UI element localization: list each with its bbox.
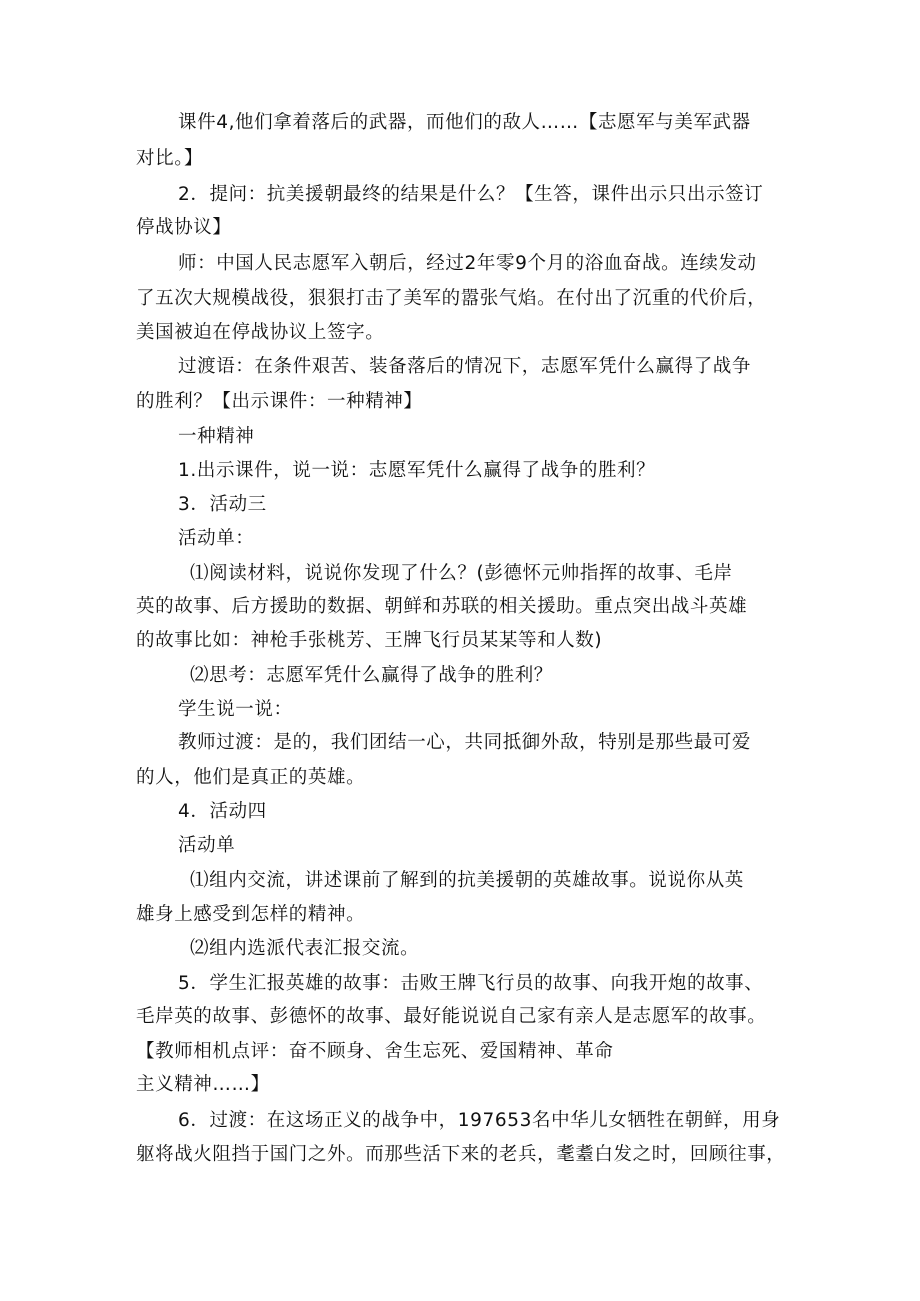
- list-heading: 4．活动四: [178, 801, 267, 822]
- paragraph-line: 教师过渡：是的，我们团结一心，共同抵御外敌，特别是那些最可爱: [178, 732, 752, 753]
- paragraph-line: 学生说一说：: [178, 699, 293, 720]
- paragraph-line: 6．过渡：在这场正义的战争中，197653名中华儿女牺牲在朝鲜，用身: [178, 1110, 781, 1131]
- paragraph-line: 对比。】: [136, 148, 204, 169]
- paragraph-line: 1.出示课件，说一说：志愿军凭什么赢得了战争的胜利？: [178, 460, 656, 481]
- list-heading: 3．活动三: [178, 494, 267, 515]
- paragraph-line: 美国被迫在停战协议上签字。: [136, 322, 385, 343]
- paragraph-line: ⑴组内交流，讲述课前了解到的抗美援朝的英雄故事。说说你从英: [190, 870, 744, 891]
- paragraph-line: 过渡语：在条件艰苦、装备落后的情况下，志愿军凭什么赢得了战争: [178, 356, 752, 377]
- paragraph-line: 了五次大规模战役，狠狠打击了美军的嚣张气焰。在付出了沉重的代价后，: [136, 288, 767, 309]
- paragraph-line: ⑴阅读材料，说说你发现了什么？(彭德怀元帅指挥的故事、毛岸: [190, 563, 733, 584]
- paragraph-line: 的胜利？【出示课件：一种精神】: [136, 391, 423, 412]
- paragraph-line: ⑵组内选派代表汇报交流。: [190, 938, 420, 959]
- paragraph-line: 的人，他们是真正的英雄。: [136, 767, 366, 788]
- paragraph-line: 停战协议】: [136, 217, 232, 238]
- paragraph-line: 雄身上感受到怎样的精神。: [136, 904, 366, 925]
- paragraph-line: 英的故事、后方援助的数据、朝鲜和苏联的相关援助。重点突出战斗英雄: [136, 596, 748, 617]
- section-heading: 一种精神: [178, 426, 255, 447]
- paragraph-line: 活动单：: [178, 528, 255, 549]
- paragraph-line: 的故事比如：神枪手张桃芳、王牌飞行员某某等和人数): [136, 630, 603, 651]
- paragraph-line: 师：中国人民志愿军入朝后，经过2年零9个月的浴血奋战。连续发动: [178, 253, 757, 274]
- paragraph-line: 【教师相机点评：奋不顾身、舍生忘死、爱国精神、革命: [136, 1041, 614, 1062]
- paragraph-line: 课件4,他们拿着落后的武器，而他们的敌人……【志愿军与美军武器: [178, 112, 751, 133]
- paragraph-line: 躯将战火阻挡于国门之外。而那些活下来的老兵，耄耋白发之时，回顾往事，: [136, 1144, 786, 1165]
- paragraph-line: ⑵思考：志愿军凭什么赢得了战争的胜利？: [190, 665, 553, 686]
- paragraph-line: 主义精神……】: [136, 1074, 270, 1095]
- paragraph-line: 活动单: [178, 835, 236, 856]
- paragraph-line: 毛岸英的故事、彭德怀的故事、最好能说说自己家有亲人是志愿军的故事。: [136, 1006, 767, 1027]
- paragraph-line: 2．提问：抗美援朝最终的结果是什么？【生答，课件出示只出示签订: [178, 184, 764, 205]
- paragraph-line: 5．学生汇报英雄的故事：击败王牌飞行员的故事、向我开炮的故事、: [178, 973, 764, 994]
